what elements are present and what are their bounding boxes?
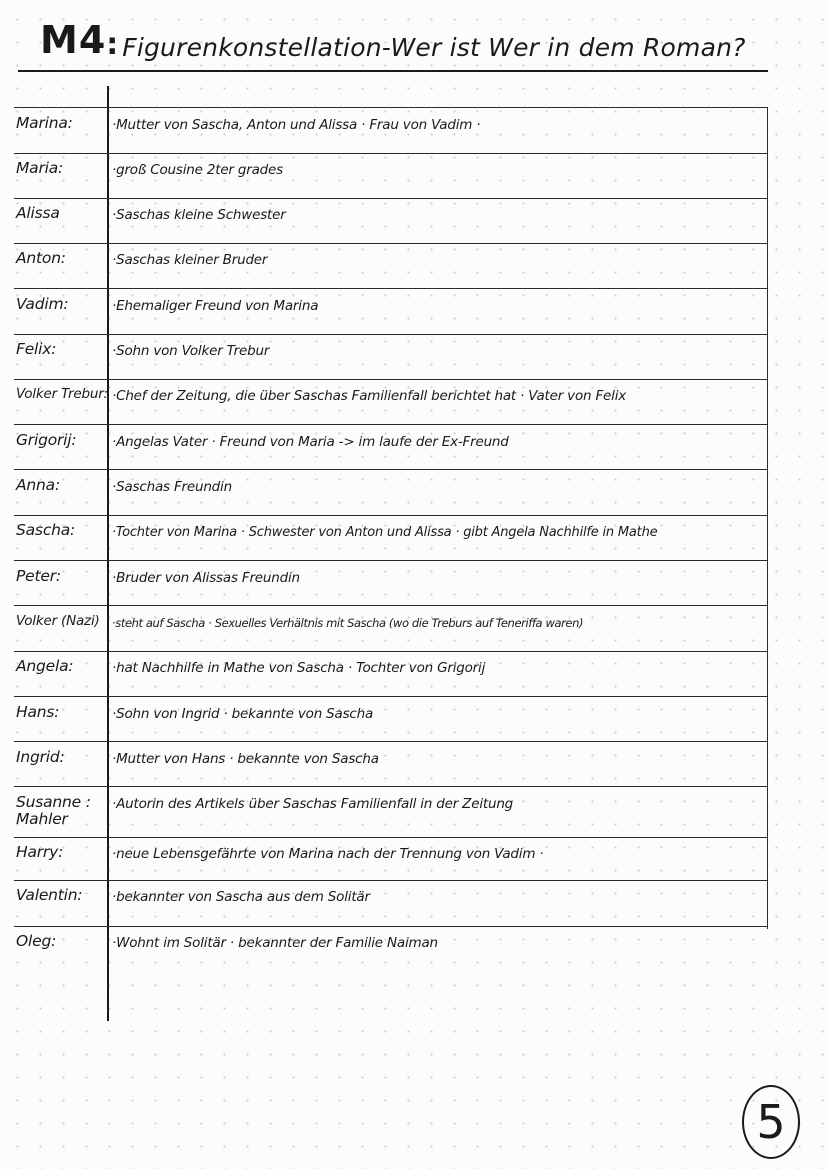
row-line <box>14 469 768 470</box>
character-name: Harry: <box>16 843 64 861</box>
character-description: ·Chef der Zeitung, die über Saschas Familienfall berichtet hat · Vater von Felix <box>112 388 627 404</box>
character-description: ·Mutter von Hans · bekannte von Sascha <box>112 751 379 767</box>
character-description: ·Sohn von Ingrid · bekannte von Sascha <box>112 706 374 722</box>
character-description: ·neue Lebensgefährte von Marina nach der Trennung von Vadim · <box>112 846 544 862</box>
character-description: ·Tochter von Marina · Schwester von Anton und Alissa · gibt Angela Nachhilfe in Mathe <box>112 525 658 540</box>
character-name: Susanne : Mahler <box>16 793 91 828</box>
character-name: Alissa <box>16 204 60 222</box>
character-name: Oleg: <box>16 932 57 950</box>
row-line <box>14 107 768 108</box>
row-line <box>14 288 768 289</box>
row-line <box>14 198 768 199</box>
character-description: ·Ehemaliger Freund von Marina <box>112 298 319 314</box>
row-line <box>14 379 768 380</box>
character-description: ·groß Cousine 2ter grades <box>112 162 283 178</box>
character-description: ·Autorin des Artikels über Saschas Familienfall in der Zeitung <box>112 796 514 812</box>
character-name: Ingrid: <box>16 748 65 766</box>
character-name: Felix: <box>16 340 57 358</box>
title-separator: : <box>106 27 119 62</box>
character-name: Peter: <box>16 567 61 585</box>
character-description: ·steht auf Sascha · Sexuelles Verhältnis mit Sascha (wo die Treburs auf Teneriffa waren) <box>112 616 584 630</box>
character-name: Volker (Nazi) <box>16 613 100 629</box>
right-border <box>767 107 768 929</box>
character-description: ·Sohn von Volker Trebur <box>112 343 270 359</box>
character-name: Hans: <box>16 703 60 721</box>
row-line <box>14 334 768 335</box>
character-description: ·Saschas kleine Schwester <box>112 207 286 223</box>
row-line <box>14 837 768 838</box>
row-line <box>14 515 768 516</box>
character-name: Marina: <box>16 114 73 132</box>
row-line <box>14 424 768 425</box>
character-description: ·Bruder von Alissas Freundin <box>112 570 300 586</box>
row-line <box>14 741 768 742</box>
character-description: ·bekannter von Sascha aus dem Solitär <box>112 889 370 905</box>
row-line <box>14 786 768 787</box>
page-title <box>40 18 780 72</box>
character-name: Vadim: <box>16 295 69 313</box>
character-name: Valentin: <box>16 886 83 904</box>
row-line <box>14 696 768 697</box>
character-name: Sascha: <box>16 521 76 539</box>
row-line <box>14 651 768 652</box>
character-description: ·Wohnt im Solitär · bekannter der Familie Naiman <box>112 935 438 951</box>
character-description: ·Angelas Vater · Freund von Maria -> im laufe der Ex-Freund <box>112 434 509 450</box>
row-line <box>14 560 768 561</box>
character-description: ·Saschas Freundin <box>112 479 232 495</box>
row-line <box>14 153 768 154</box>
page-number: 5 <box>742 1085 800 1159</box>
character-description: ·hat Nachhilfe in Mathe von Sascha · Tochter von Grigorij <box>112 660 486 676</box>
character-name: Grigorij: <box>16 431 77 449</box>
character-name: Maria: <box>16 159 64 177</box>
row-line <box>14 926 768 927</box>
title-underline <box>18 70 768 72</box>
row-line <box>14 605 768 606</box>
title-code: M4 <box>40 18 107 62</box>
title-text: Figurenkonstellation-Wer ist Wer in dem Roman? <box>122 33 746 62</box>
character-name: Anton: <box>16 249 66 267</box>
character-description: ·Mutter von Sascha, Anton und Alissa · Frau von Vadim · <box>112 117 481 133</box>
character-description: ·Saschas kleiner Bruder <box>112 252 268 268</box>
character-name: Angela: <box>16 657 74 675</box>
row-line <box>14 880 768 881</box>
character-name: Anna: <box>16 476 60 494</box>
character-name: Volker Trebur: <box>16 386 108 402</box>
row-line <box>14 243 768 244</box>
